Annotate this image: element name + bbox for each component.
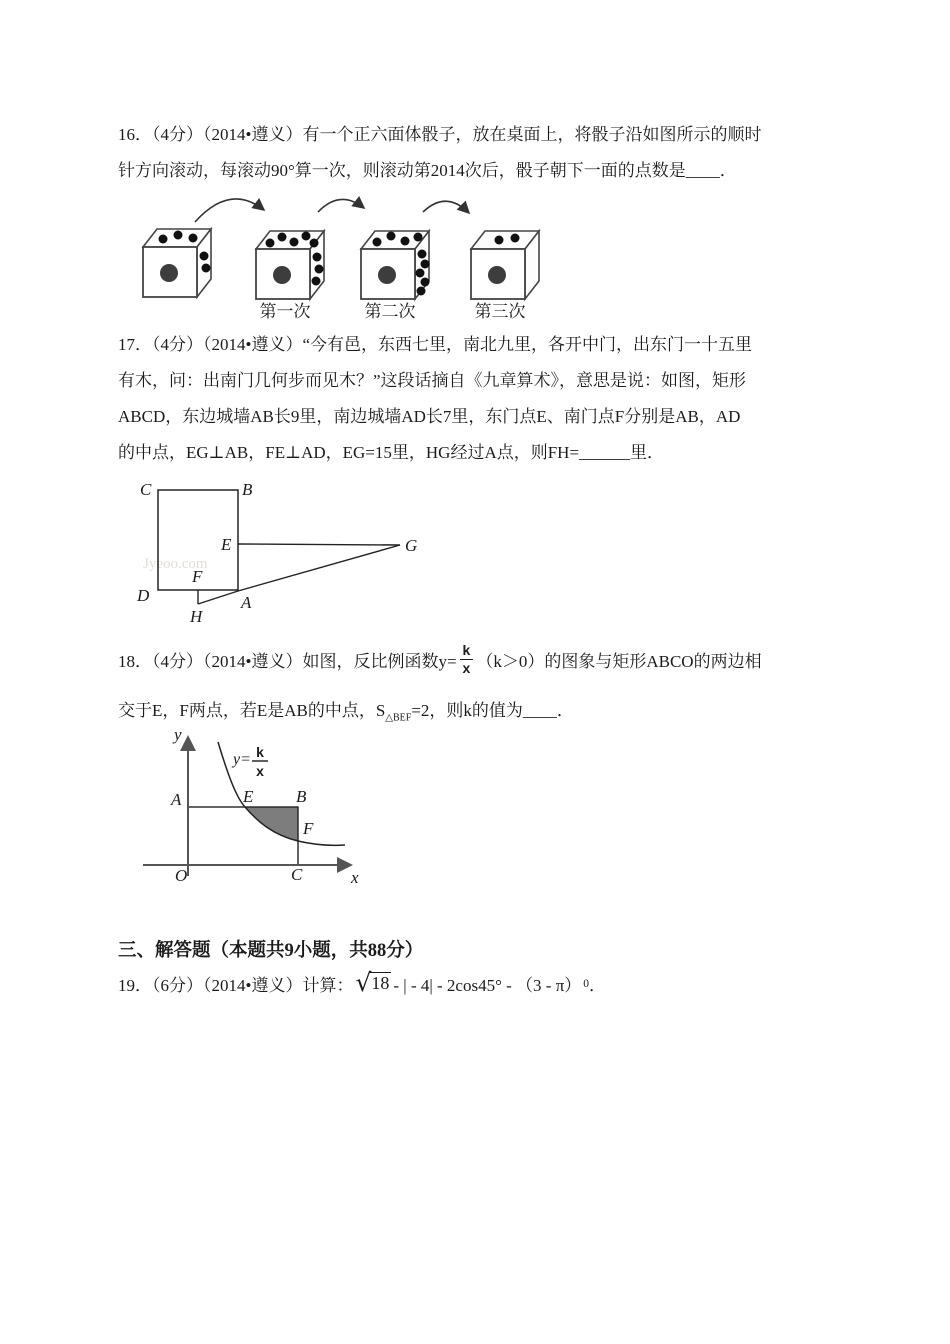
roll-label-2: 第二次 <box>364 302 416 321</box>
label-G: G <box>405 536 418 555</box>
question-16-line-2: 针方向滚动，每滚动90°算一次，则滚动第2014次后，骰子朝下一面的点数是____． <box>118 161 737 180</box>
q18-line2-post: =2，则k的值为____． <box>411 701 574 720</box>
fraction-numerator: k <box>460 642 474 659</box>
question-19-text <box>118 968 607 997</box>
q19-pre: 19．（6分）（2014•遵义）计算： <box>118 976 354 995</box>
dice-rolling-figure <box>128 183 568 323</box>
question-17-line-4: 的中点，EG⊥AB，FE⊥AD，EG=15里，HG经过A点，则FH=______里． <box>118 443 665 462</box>
label-x-axis: x <box>351 868 359 887</box>
label-A: A <box>171 790 182 809</box>
label-E: E <box>243 787 254 806</box>
q18-line1-pre: 18．（4分）（2014•遵义）如图，反比例函数y= <box>118 651 457 671</box>
question-17-line-2: 有木，问：出南门几何步而见木？”这段话摘自《九章算术》，意思是说：如图，矩形 <box>118 371 747 390</box>
question-16-text <box>118 117 761 189</box>
watermark: Jyeoo.com <box>143 556 208 572</box>
svg-text:y=: y= <box>233 751 251 768</box>
q18-line1-post: （k＞0）的图象与矩形ABCO的两边相 <box>476 651 762 671</box>
triangle-BEF-subscript: △BEF <box>385 712 412 724</box>
q19-end: ． <box>589 976 607 995</box>
label-y-axis: y <box>174 725 182 744</box>
shaded-region-EBF <box>245 807 298 841</box>
curve-equation-label <box>231 744 268 779</box>
roll-label-1: 第一次 <box>259 302 311 321</box>
label-C: C <box>291 865 303 884</box>
roll-arrow-icon <box>318 199 364 212</box>
die-start <box>143 229 211 297</box>
roll-label-3: 第三次 <box>474 302 526 321</box>
roll-arrow-icon <box>195 199 264 222</box>
question-17-line-3: ABCD，东边城墙AB长9里，南边城墙AD长7里，东门点E、南门点F分别是AB，AD <box>118 407 741 426</box>
section-3-header: 三、解答题（本题共9小题，共88分） <box>118 941 424 961</box>
label-A: A <box>241 593 252 612</box>
label-C: C <box>140 480 152 499</box>
question-16-line-1: 16．（4分）（2014•遵义）有一个正六面体骰子，放在桌面上，将骰子沿如图所示的顺时 <box>118 125 762 144</box>
q18-line2-pre: 交于E，F两点，若E是AB的中点，S <box>118 701 386 720</box>
question-17-text <box>118 327 752 471</box>
die-roll-1 <box>256 231 324 299</box>
label-F: F <box>192 567 203 586</box>
die-roll-3 <box>471 231 539 299</box>
q19-mid: - | - 4| - 2cos45° - （3 - π） <box>393 976 582 995</box>
label-origin: O <box>175 866 188 885</box>
roll-arrow-icon <box>423 201 469 213</box>
question-17-line-1: 17．（4分）（2014•遵义）“今有邑，东西七里，南北九里，各开中门，出东门一十五里 <box>118 335 752 354</box>
label-E: E <box>221 535 232 554</box>
city-wall-geometry-figure <box>118 468 463 633</box>
label-H: H <box>190 607 203 626</box>
svg-text:k: k <box>256 744 264 760</box>
hyperbola-rectangle-figure <box>133 720 383 892</box>
question-18-line-1 <box>118 638 762 680</box>
fraction-denominator: x <box>462 659 471 676</box>
radical-sign: √ <box>355 968 372 997</box>
label-F: F <box>303 819 314 838</box>
exponent-zero: 0 <box>583 978 590 990</box>
label-B: B <box>296 787 307 806</box>
square-root-expression <box>355 968 391 997</box>
radicand: 18 <box>371 973 390 993</box>
label-D: D <box>137 586 150 605</box>
label-B: B <box>242 480 253 499</box>
svg-text:x: x <box>256 763 264 779</box>
inline-fraction-k-over-x <box>460 642 474 675</box>
die-roll-2 <box>361 231 430 299</box>
